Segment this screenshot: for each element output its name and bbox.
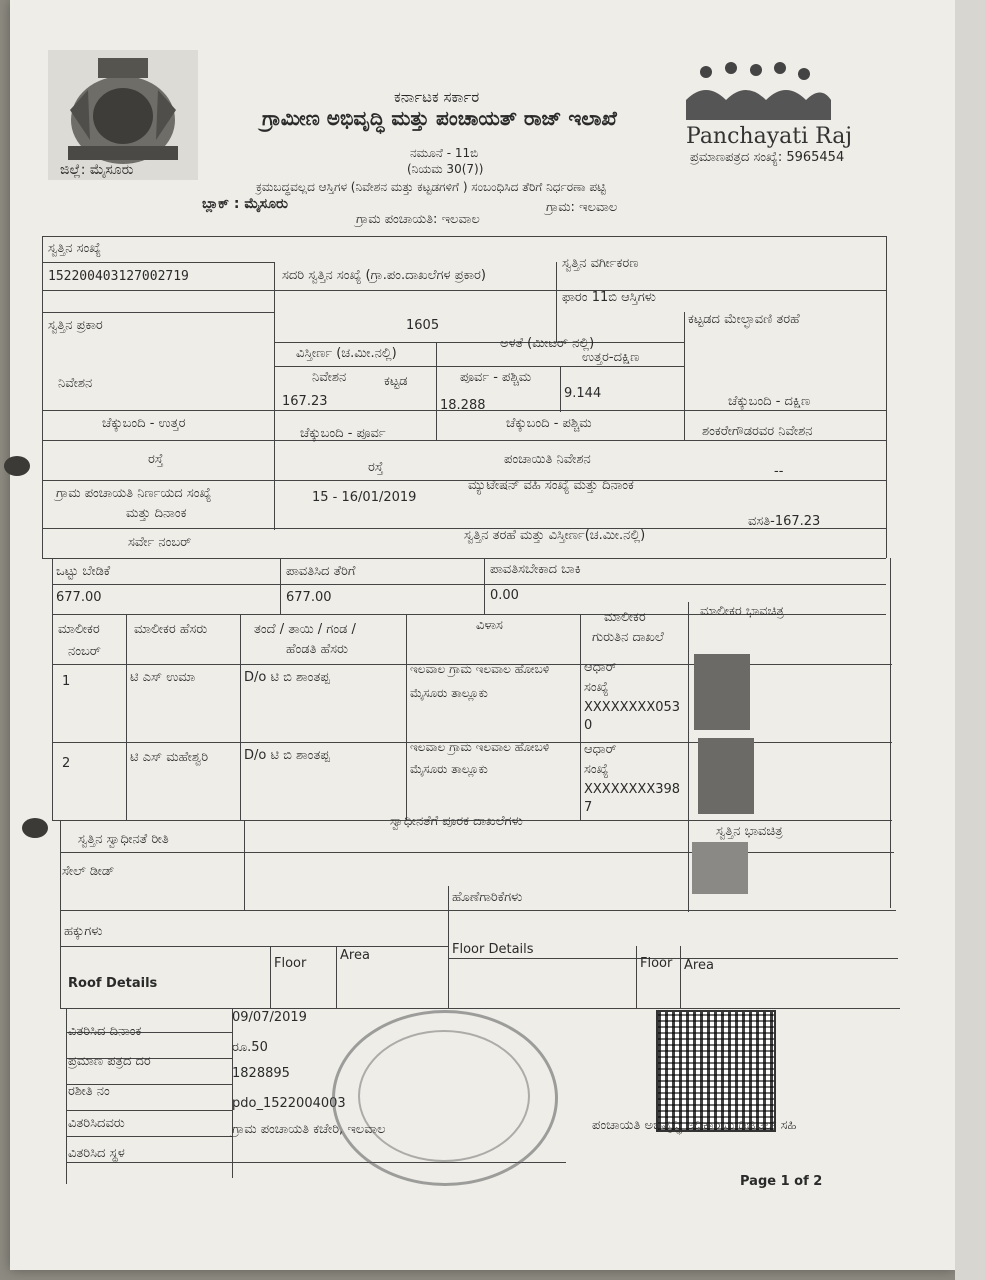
owner-photo <box>698 738 754 814</box>
karnataka-emblem-icon <box>48 50 198 180</box>
table-rule <box>244 820 245 910</box>
table-border <box>52 558 53 820</box>
table-rule <box>42 440 886 441</box>
north-south-column: ಉತ್ತರ-ದಕ್ಷಿಣ <box>582 350 640 365</box>
table-rule <box>484 558 485 614</box>
table-border <box>42 236 43 558</box>
table-rule <box>126 614 127 820</box>
sadari-property-label: ಸದರಿ ಸ್ವತ್ತಿನ ಸಂಖ್ಯೆ (ಗ್ರಾ.ಪಂ.ದಾಖಲೆಗಳ ಪ್ರಕಾರ) <box>282 268 486 283</box>
table-rule <box>274 366 684 367</box>
property-type-value: ನಿವೇಶನ <box>58 376 93 391</box>
table-border <box>890 558 891 908</box>
block-label: ಬ್ಲಾಕ್ : ಮೈಸೂರು <box>202 196 288 212</box>
qr-code <box>656 1010 776 1132</box>
property-photo-label: ಸ್ವತ್ತಿನ ಭಾವಚಿತ್ರ <box>716 824 783 839</box>
east-west-column: ಪೂರ್ವ - ಪಶ್ಚಿಮ <box>460 370 532 385</box>
table-rule <box>336 946 337 1008</box>
owner-name: ಟಿ ಎಸ್ ಮಹೇಶ್ವರಿ <box>130 750 209 765</box>
liabilities-label: ಹೊಣೆಗಾರಿಕೆಗಳು <box>452 890 523 905</box>
owner-id-number: XXXXXXXX053 <box>584 700 681 715</box>
area-header-2: Area <box>684 958 714 973</box>
site-area-value: 167.23 <box>282 394 328 409</box>
issue-date-value: 09/07/2019 <box>232 1010 307 1025</box>
table-rule <box>42 558 886 559</box>
address-header: ವಿಳಾಸ <box>476 618 503 633</box>
table-rule <box>406 614 407 820</box>
table-rule <box>42 262 274 263</box>
owner-address-line1: ಇಲವಾಲ ಗ್ರಾಮ ಇಲವಾಲ ಹೋಬಳಿ <box>410 740 550 754</box>
table-rule <box>60 1008 900 1009</box>
receipt-number-value: 1828895 <box>232 1066 290 1081</box>
table-rule <box>42 480 886 481</box>
owner-number: 2 <box>62 756 71 771</box>
table-rule <box>66 1110 232 1111</box>
owner-photo-header: ಮಾಲೀಕರ ಭಾವಚಿತ್ರ <box>700 604 784 619</box>
certificate-fee-value: ರೂ.50 <box>232 1040 268 1055</box>
property-type-label: ಸ್ವತ್ತಿನ ಪ್ರಕಾರ <box>48 318 103 333</box>
table-border <box>886 236 887 558</box>
table-rule <box>556 262 557 342</box>
table-rule <box>42 312 274 313</box>
form-number: ನಮೂನೆ - 11ಬಿ <box>410 146 479 160</box>
office-seal-inner <box>358 1030 530 1162</box>
balance-due-value: 0.00 <box>490 588 519 603</box>
panchayati-raj-logo-icon <box>676 60 836 130</box>
table-border <box>42 236 886 237</box>
owner-id-header-2: ಗುರುತಿನ ದಾಖಲೆ <box>592 630 664 645</box>
floor-details-label: Floor Details <box>452 942 534 957</box>
ownership-mode-value: ಸೇಲ್ ಡೀಡ್ <box>62 864 115 879</box>
table-rule <box>60 910 896 911</box>
ownership-mode-label: ಸ್ವತ್ತಿನ ಸ್ವಾಧೀನತೆ ರೀತಿ <box>78 832 169 847</box>
table-rule <box>60 852 894 853</box>
panchayati-raj-brand: Panchayati Raj <box>686 124 853 149</box>
rights-label: ಹಕ್ಕುಗಳು <box>64 924 103 939</box>
owner-number-header-2: ನಂಬರ್ <box>68 644 101 659</box>
east-boundary-value: ರಸ್ತೆ <box>368 460 384 475</box>
digital-signature-label: ಪಂಚಾಯತಿ ಅಭಿವೃದ್ಧಿ ಅಧಿಕಾರಿಯ ಡಿಜಿಟಲ್ ಸಹಿ <box>592 1118 797 1133</box>
floor-header: Floor <box>274 956 307 971</box>
table-rule <box>448 886 449 1008</box>
mutation-label: ಮ್ಯುಟೇಷನ್ ವಹಿ ಸಂಖ್ಯೆ ಮತ್ತು ದಿನಾಂಕ <box>468 478 634 493</box>
sadari-property-value: 1605 <box>406 318 440 333</box>
district-label: ಜಿಲ್ಲೆ: ಮೈಸೂರು <box>60 162 134 178</box>
owner-address-line1: ಇಲವಾಲ ಗ್ರಾಮ ಇಲವಾಲ ಹೋಬಳಿ <box>410 662 550 676</box>
owner-id-number: XXXXXXXX398 <box>584 782 681 797</box>
tax-paid-value: 677.00 <box>286 590 332 605</box>
resolution-value: 15 - 16/01/2019 <box>312 490 417 505</box>
table-rule <box>448 958 898 959</box>
table-rule <box>66 1008 67 1184</box>
building-column: ಕಟ್ಟಡ <box>384 374 408 389</box>
government-title: ಕರ್ನಾಟಕ ಸರ್ಕಾರ <box>394 88 480 106</box>
issue-place-label: ವಿತರಿಸಿದ ಸ್ಥಳ <box>68 1146 125 1161</box>
issue-place-value: ಗ್ರಾಮ ಪಂಚಾಯತಿ ಕಚೇರಿ, ಇಲವಾಲ <box>232 1122 386 1137</box>
page-number: Page 1 of 2 <box>740 1174 823 1189</box>
survey-number-label: ಸರ್ವೇ ನಂಬರ್ <box>128 535 192 550</box>
west-boundary-value: ಪಂಚಾಯಿತಿ ನಿವೇಶನ <box>504 452 591 467</box>
mutation-value: -- <box>774 464 784 479</box>
issued-by-label: ವಿತರಿಸಿದವರು <box>68 1116 125 1131</box>
south-boundary-label: ಚೆಕ್ಕುಬಂದಿ - ದಕ್ಷಿಣ <box>728 394 811 409</box>
owner-relation: D/o ಟಿ ಬಿ ಶಾಂತಪ್ಪ <box>244 670 330 685</box>
form-rule: (ನಿಯಮ 30(7)) <box>407 162 484 176</box>
north-boundary-label: ಚೆಕ್ಕುಬಂದಿ - ಉತ್ತರ <box>102 416 186 431</box>
gram-panchayat-label: ಗ್ರಾಮ ಪಂಚಾಯತಿ: ಇಲವಾಲ <box>356 212 480 227</box>
punch-hole <box>4 456 30 476</box>
east-boundary-label: ಚೆಕ್ಕುಬಂದಿ - ಪೂರ್ವ <box>300 426 386 441</box>
issue-date-label: ವಿತರಿಸಿದ ದಿನಾಂಕ <box>68 1024 142 1039</box>
table-rule <box>688 602 689 912</box>
property-photo <box>692 842 748 894</box>
relation-header: ತಂದೆ / ತಾಯಿ / ಗಂಡ / <box>254 622 356 637</box>
punch-hole <box>22 818 48 838</box>
owner-id-type: ಆಧಾರ್ <box>584 742 617 757</box>
property-number-value: 152200403127002719 <box>48 269 189 284</box>
property-use-value: ವಸತಿ-167.23 <box>748 514 821 529</box>
owner-id-subtype: ಸಂಖ್ಯೆ <box>584 762 609 777</box>
site-column: ನಿವೇಶನ <box>312 370 347 385</box>
tax-paid-label: ಪಾವತಿಸಿದ ತೆರಿಗೆ <box>286 564 356 579</box>
property-class-label: ಸ್ವತ್ತಿನ ವರ್ಗೀಕರಣ <box>562 256 639 271</box>
roof-type-label: ಕಟ್ಟಡದ ಮೇಲ್ಛಾವಣಿ ತರಹೆ <box>688 312 800 327</box>
table-rule <box>274 262 275 530</box>
table-border <box>60 820 61 1008</box>
north-boundary-value: ರಸ್ತೆ <box>148 452 164 467</box>
owner-address-line2: ಮೈಸೂರು ತಾಲ್ಲೂಕು <box>410 686 488 700</box>
property-number-label: ಸ್ವತ್ತಿನ ಸಂಖ್ಯೆ <box>48 241 102 256</box>
owner-relation: D/o ಟಿ ಬಿ ಶಾಂತಪ್ಪ <box>244 748 330 763</box>
table-rule <box>240 614 241 820</box>
north-south-value: 9.144 <box>564 386 602 401</box>
owner-number-header: ಮಾಲೀಕರ <box>58 622 100 637</box>
form-subtitle: ಕ್ರಮಬದ್ಧವಲ್ಲದ ಆಸ್ತಿಗಳ (ನಿವೇಶನ ಮತ್ತು ಕಟ್ಟಡಗಳಿಗೆ ) ಸಂಬಂಧಿಸಿದ ತೆರಿಗೆ ನಿರ್ಧರಣಾ ಪಟ್ಟಿ <box>256 180 606 194</box>
owner-photo <box>694 654 750 730</box>
owner-id-number-end: 7 <box>584 800 593 815</box>
floor-header-2: Floor <box>640 956 673 971</box>
table-rule <box>66 1136 232 1137</box>
total-demand-label: ಒಟ್ಟು ಬೇಡಿಕೆ <box>56 564 111 579</box>
south-boundary-value: ಶಂಕರೇಗೌಡರವರ ನಿವೇಶನ <box>702 424 813 439</box>
roof-details-label: Roof Details <box>68 976 158 991</box>
balance-due-label: ಪಾವತಿಸಬೇಕಾದ ಬಾಕಿ <box>490 562 581 577</box>
table-rule <box>636 946 637 1008</box>
dimensions-label: ಅಳತೆ (ಮೀಟರ್ ನಲ್ಲಿ) <box>500 336 595 351</box>
table-rule <box>52 584 886 585</box>
property-use-label: ಸ್ವತ್ತಿನ ತರಹೆ ಮತ್ತು ವಿಸ್ತೀರ್ಣ(ಚ.ಮೀ.ನಲ್ಲಿ) <box>464 528 646 543</box>
relation-header-2: ಹೆಂಡತಿ ಹೆಸರು <box>286 642 349 657</box>
table-rule <box>60 946 448 947</box>
table-rule <box>232 1008 233 1178</box>
table-rule <box>436 342 437 440</box>
table-rule <box>270 946 271 1008</box>
table-rule <box>274 342 684 343</box>
total-demand-value: 677.00 <box>56 590 102 605</box>
owner-id-type: ಆಧಾರ್ <box>584 660 617 675</box>
owner-id-subtype: ಸಂಖ್ಯೆ <box>584 680 609 695</box>
issued-by-value: pdo_1522004003 <box>232 1096 346 1111</box>
village-label: ಗ್ರಾಮ: ಇಲವಾಲ <box>546 200 618 215</box>
west-boundary-label: ಚೆಕ್ಕುಬಂದಿ - ಪಶ್ಚಿಮ <box>506 416 592 431</box>
table-rule <box>280 558 281 614</box>
area-label: ವಿಸ್ತೀರ್ಣ (ಚ.ಮೀ.ನಲ್ಲಿ) <box>296 346 397 361</box>
department-title: ಗ್ರಾಮೀಣ ಅಭಿವೃದ್ಧಿ ಮತ್ತು ಪಂಚಾಯತ್ ರಾಜ್ ಇಲಾಖೆ <box>262 106 617 130</box>
area-header: Area <box>340 948 370 963</box>
table-rule <box>560 366 561 412</box>
owner-id-header: ಮಾಲೀಕರ <box>604 610 646 625</box>
property-class-value: ಫಾರಂ 11ಬಿ ಆಸ್ತಿಗಳು <box>562 290 656 305</box>
table-rule <box>42 290 886 291</box>
table-rule <box>680 946 681 1008</box>
certificate-fee-label: ಪ್ರಮಾಣ ಪತ್ರದ ದರ <box>68 1054 151 1069</box>
owner-name: ಟಿ ಎಸ್ ಉಮಾ <box>130 670 196 685</box>
resolution-label-2: ಮತ್ತು ದಿನಾಂಕ <box>126 506 187 521</box>
receipt-number-label: ರಶೀತಿ ನಂ <box>68 1084 110 1099</box>
ownership-docs-label: ಸ್ವಾಧೀನತೆಗೆ ಪೂರಕ ದಾಖಲೆಗಳು <box>390 814 523 829</box>
owner-id-number-end: 0 <box>584 718 593 733</box>
table-rule <box>580 614 581 820</box>
owner-number: 1 <box>62 674 71 689</box>
background-paper <box>955 0 985 1280</box>
table-rule <box>684 312 685 440</box>
owner-name-header: ಮಾಲೀಕರ ಹೆಸರು <box>134 622 208 637</box>
owner-address-line2: ಮೈಸೂರು ತಾಲ್ಲೂಕು <box>410 762 488 776</box>
east-west-value: 18.288 <box>440 398 486 413</box>
resolution-label: ಗ್ರಾಮ ಪಂಚಾಯತಿ ನಿರ್ಣಯದ ಸಂಖ್ಯೆ <box>56 486 212 501</box>
certificate-number: ಪ್ರಮಾಣಪತ್ರದ ಸಂಖ್ಯೆ: 5965454 <box>690 150 845 165</box>
